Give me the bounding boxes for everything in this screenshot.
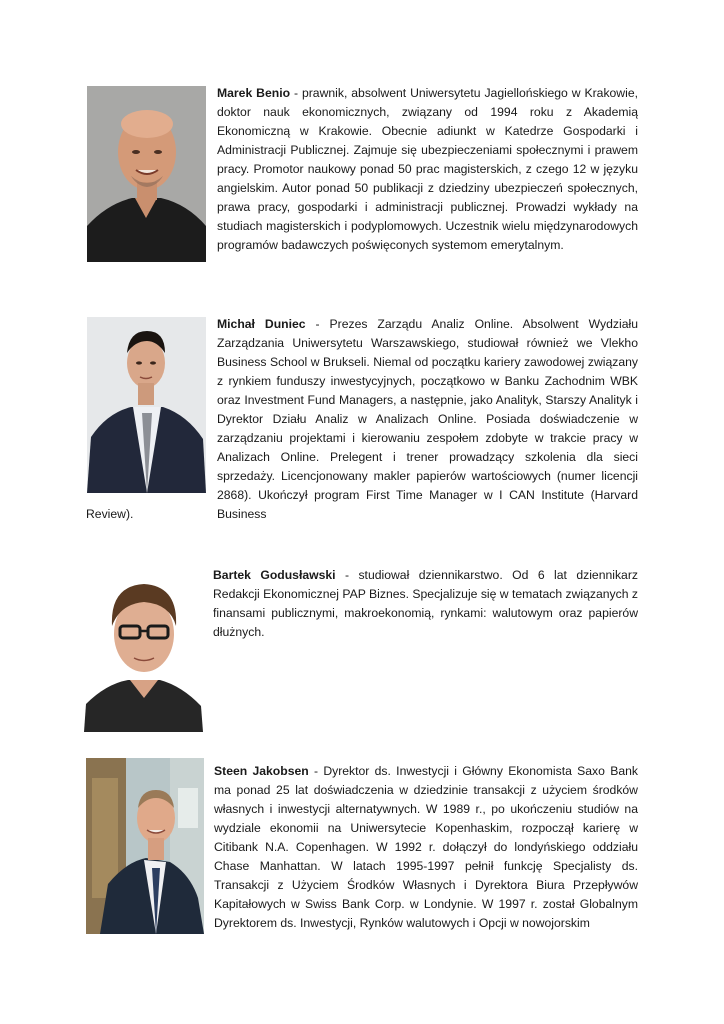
bio-text: - Dyrektor ds. Inwestycji i Główny Ekonomista Saxo Bank ma ponad 25 lat doświadczenia w dziedzinie transakcji z użyciem środków własnych i inwestycji alternatywnych. W 1989 r., po ukończeniu studiów na wydziale ekonomii na Uniwersytecie Kopenhaskim, rozpoczął karierę w Citibank N.A. Copenhagen. W 1992 r. dołączył do londyńskiego oddziału Chase Manhattan. W latach 1995-1997 pełnił funkcję Specjalisty ds. Transakcji z Użyciem Środków Własnych i Dyrektora Biura Przepływów Kapitałowych w Swiss Bank Corp. w Londynie. W 1997 r. został Globalnym Dyrektorem ds. Inwestycji, Rynków walutowych i Opcji w nowojorskim (214, 764, 638, 930)
portrait-photo-marek-benio (87, 86, 206, 262)
person-name: Michał Duniec (217, 317, 306, 331)
bio-steen-jakobsen (214, 762, 638, 933)
bio-text: - prawnik, absolwent Uniwersytetu Jagiellońskiego w Krakowie, doktor nauk ekonomicznych, związany od 1994 roku z Akademią Ekonomiczną w Krakowie. Obecnie adiunkt w Katedrze Gospodarki i Administracji Publicznej. Zajmuje się ubezpieczeniami społecznymi i prawem pracy. Promotor naukowy ponad 50 prac magisterskich, z czego 12 w języku angielskim. Autor ponad 50 publikacji z dziedziny ubezpieczeń społecznych, prawa pracy, gospodarki i administracji publicznej. Prowadzi wykłady na studiach magisterskich i podyplomowych. Uczestnik wielu międzynarodowych programów badawczych poświęconych systemom emerytalnym. (217, 86, 638, 252)
bio-bartek-goduslawski (213, 566, 638, 642)
person-name: Marek Benio (217, 86, 291, 100)
bio-michal-duniec-continued: Review). (86, 507, 134, 521)
bio-text: - Prezes Zarządu Analiz Online. Absolwent Wydziału Zarządzania Uniwersytetu Warszawskiego, studiował również we Vlekho Business School w Brukseli. Niemal od początku kariery zawodowej związany z rynkiem funduszy inwestycyjnych, początkowo w Banku Zachodnim WBK oraz Investment Fund Managers, a następnie, jako Analityk, Starszy Analityk i Dyrektor Działu Analiz w Analizach Online. Posiada doświadczenie w zarządzaniu projektami i kierowaniu zespołem zdobyte w trakcie pracy w Analizach Online. Prelegent i trener prowadzący szkolenia dla sieci sprzedaży. Licencjonowany makler papierów wartościowych (numer licencji 2868). Ukończył program First Time Manager w I CAN Institute (Harvard Business (217, 317, 638, 521)
portrait-photo-michal-duniec (87, 317, 206, 493)
person-name: Bartek Godusławski (213, 568, 336, 582)
person-name: Steen Jakobsen (214, 764, 309, 778)
portrait-photo-bartek-goduslawski (84, 568, 203, 732)
bio-text: - studiował dziennikarstwo. Od 6 lat dziennikarz Redakcji Ekonomicznej PAP Biznes. Specjalizuje się w tematach związanych z finansami publicznymi, makroekonomią, rynkami: walutowym oraz papierów dłużnych. (213, 568, 638, 639)
portrait-photo-steen-jakobsen (86, 758, 204, 934)
bio-michal-duniec (217, 315, 638, 524)
bio-marek-benio (217, 84, 638, 255)
